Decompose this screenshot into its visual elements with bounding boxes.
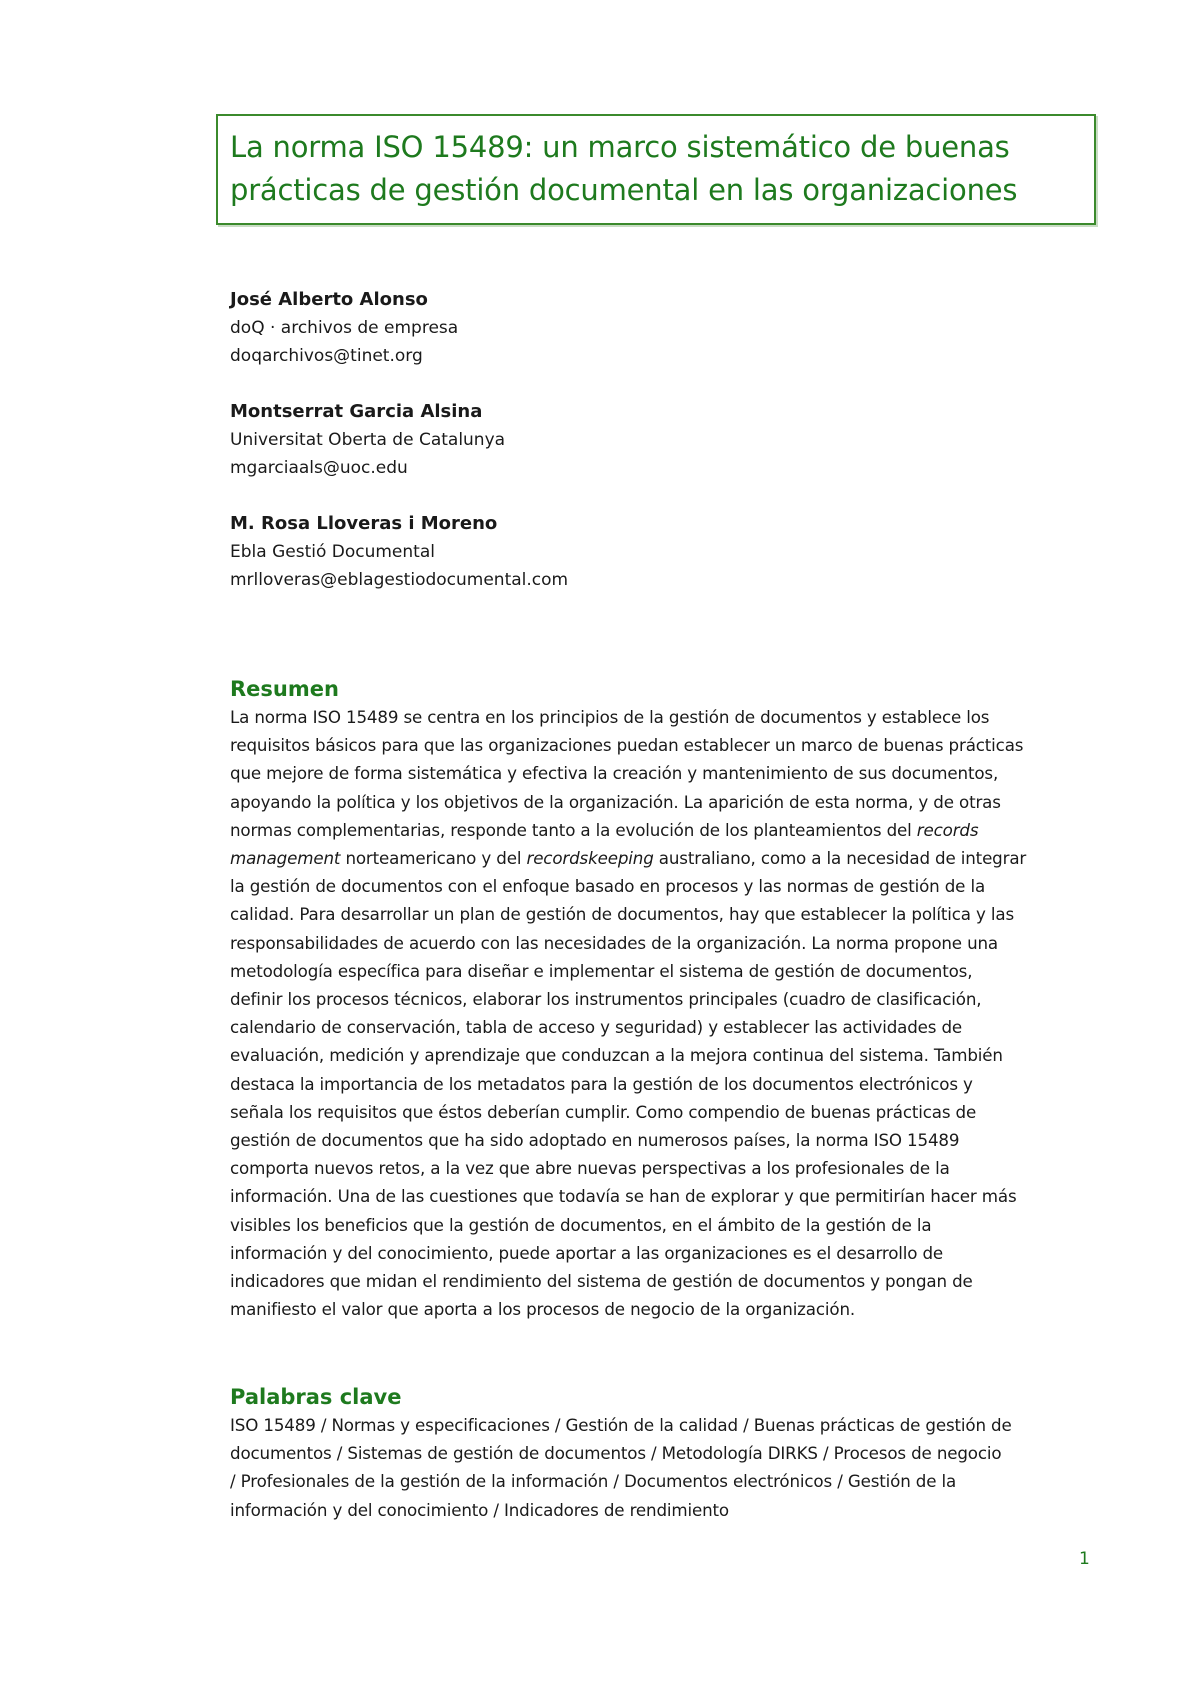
keywords-line: documentos / Sistemas de gestión de documentos / Metodología DIRKS / Procesos de negocio: [230, 1443, 1002, 1464]
abstract-line-text: normas complementarias, responde tanto a la evolución de los planteamientos del: [230, 819, 917, 840]
author-affiliation: Universitat Oberta de Catalunya: [230, 430, 506, 450]
abstract-line-text: norteamericano y del: [340, 848, 527, 869]
keywords-line: información y del conocimiento / Indicadores de rendimiento: [230, 1499, 729, 1520]
page-number: 1: [1079, 1549, 1090, 1569]
title-box: [216, 114, 1096, 225]
abstract-italic-term: recordskeeping: [526, 848, 654, 869]
abstract-line: indicadores que midan el rendimiento del sistema de gestión de documentos y pongan de: [230, 1271, 973, 1292]
abstract-line: responsabilidades de acuerdo con las necesidades de la organización. La norma propone una: [230, 932, 999, 953]
abstract-line: La norma ISO 15489 se centra en los principios de la gestión de documentos y establece los: [230, 707, 990, 727]
abstract-line-text: australiano, como a la necesidad de integrar: [653, 848, 1027, 869]
abstract-line: información. Una de las cuestiones que todavía se han de explorar y que permitirían hacer más: [230, 1186, 1017, 1207]
abstract-line: que mejore de forma sistemática y efectiva la creación y mantenimiento de sus documentos,: [230, 763, 999, 784]
abstract-line: la gestión de documentos con el enfoque basado en procesos y las normas de gestión de la: [230, 876, 986, 897]
abstract-line: visibles los beneficios que la gestión de documentos, en el ámbito de la gestión de la: [230, 1214, 932, 1235]
author-affiliation: Ebla Gestió Documental: [230, 542, 435, 562]
author-email[interactable]: doqarchivos@tinet.org: [230, 346, 423, 366]
abstract-line: metodología específica para diseñar e implementar el sistema de gestión de documentos,: [230, 960, 973, 981]
abstract-line: requisitos básicos para que las organizaciones puedan establecer un marco de buenas prácticas: [230, 735, 1024, 756]
abstract-italic-term: records: [916, 819, 979, 840]
abstract-line: evaluación, medición y aprendizaje que conduzcan a la mejora continua del sistema. También: [230, 1045, 1003, 1066]
abstract-line: definir los procesos técnicos, elaborar los instrumentos principales (cuadro de clasificación,: [230, 989, 982, 1010]
author-entry: [230, 398, 1050, 482]
abstract-line: calendario de conservación, tabla de acceso y seguridad) y establecer las actividades de: [230, 1017, 963, 1038]
keywords-heading: Palabras clave: [230, 1385, 402, 1409]
author-entry: [230, 286, 1050, 370]
keywords-line: ISO 15489 / Normas y especificaciones / Gestión de la calidad / Buenas prácticas de gestión de: [230, 1415, 1012, 1435]
authors-block: [230, 286, 1050, 622]
author-affiliation: doQ · archivos de empresa: [230, 318, 459, 338]
keywords-line: / Profesionales de la gestión de la información / Documentos electrónicos / Gestión de la: [230, 1471, 957, 1492]
abstract-line: destaca la importancia de los metadatos para la gestión de los documentos electrónicos y: [230, 1073, 973, 1094]
author-email[interactable]: mgarciaals@uoc.edu: [230, 458, 408, 478]
abstract-line: [230, 844, 1100, 872]
abstract-line: apoyando la política y los objetivos de la organización. La aparición de esta norma, y de otras: [230, 791, 1001, 812]
abstract-heading: Resumen: [230, 677, 339, 701]
abstract-line: calidad. Para desarrollar un plan de gestión de documentos, hay que establecer la política y las: [230, 904, 1015, 925]
abstract-line: información y del conocimiento, puede aportar a las organizaciones es el desarrollo de: [230, 1242, 944, 1263]
abstract-line: manifiesto el valor que aporta a los procesos de negocio de la organización.: [230, 1299, 856, 1320]
abstract-line: comporta nuevos retos, a la vez que abre nuevas perspectivas a los profesionales de la: [230, 1158, 950, 1179]
author-name: M. Rosa Lloveras i Moreno: [230, 513, 498, 534]
author-name: Montserrat Garcia Alsina: [230, 401, 483, 422]
abstract-line: gestión de documentos que ha sido adoptado en numerosos países, la norma ISO 15489: [230, 1130, 960, 1151]
abstract-line: [230, 816, 1100, 844]
abstract-italic-term: management: [230, 848, 341, 869]
author-entry: [230, 510, 1050, 594]
abstract-body: [230, 703, 1100, 1323]
author-email[interactable]: mrlloveras@eblagestiodocumental.com: [230, 570, 569, 590]
abstract-line: señala los requisitos que éstos deberían cumplir. Como compendio de buenas prácticas de: [230, 1101, 977, 1122]
title-line-1: La norma ISO 15489: un marco sistemático de buenas: [230, 130, 1010, 164]
author-name: José Alberto Alonso: [230, 289, 428, 310]
keywords-body: [230, 1411, 1100, 1524]
title-line-2: prácticas de gestión documental en las organizaciones: [230, 173, 1018, 207]
